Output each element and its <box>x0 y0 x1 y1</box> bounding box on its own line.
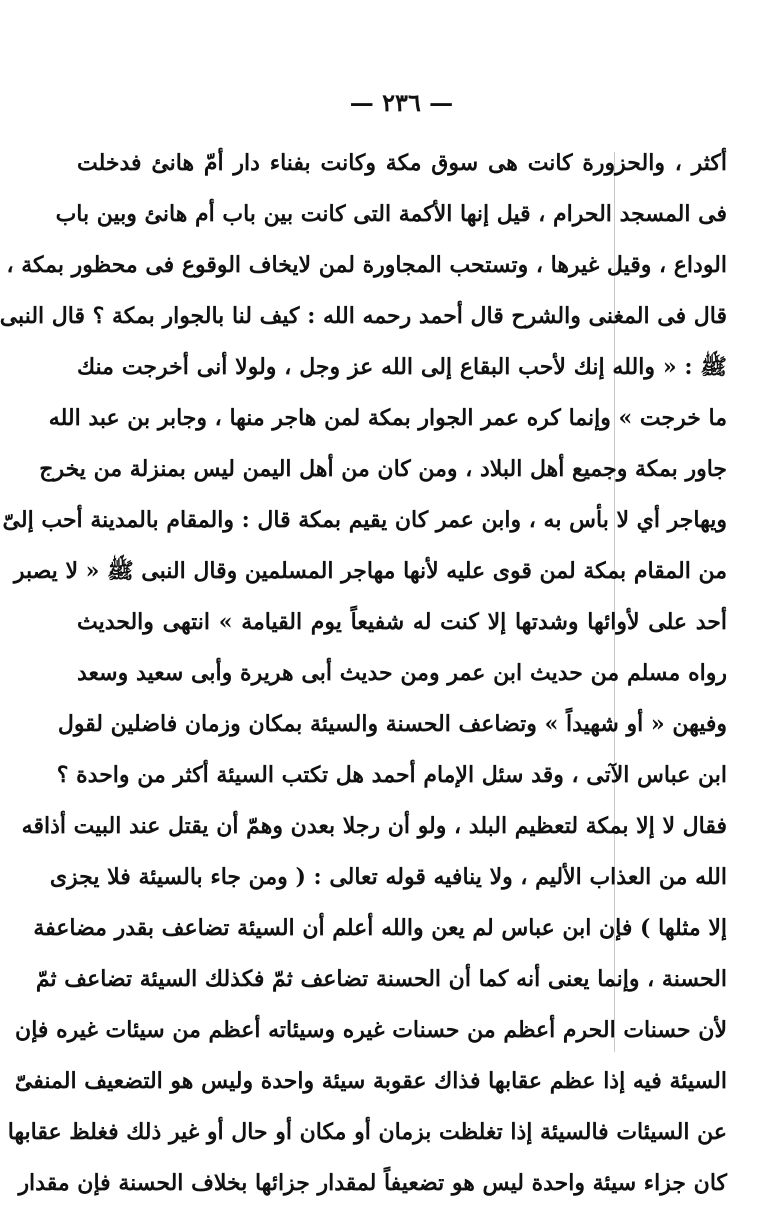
text-line: فقال لا إلا بمكة لتعظيم البلد ، ولو أن رجلا بعدن وهمّ أن يقتل عند البيت أذاقه <box>21 813 727 839</box>
text-line: رواه مسلم من حديث ابن عمر ومن حديث أبى هريرة وأبى سعيد وسعد <box>77 660 727 686</box>
text-line: أكثر ، والحزورة كانت هى سوق مكة وكانت بفناء دار أمّ هانئ فدخلت <box>77 150 727 176</box>
text-line: ما خرجت » وإنما كره عمر الجوار بمكة لمن هاجر منها ، وجابر بن عبد الله <box>48 405 727 431</box>
text-line: السيئة فيه إذا عظم عقابها فذاك عقوبة سيئة واحدة وليس هو التضعيف المنفىّ <box>14 1068 727 1094</box>
body-text <box>0 138 727 1209</box>
text-line: ﷺ : « والله إنك لأحب البقاع إلى الله عز وجل ، ولولا أنى أخرجت منك <box>77 354 727 380</box>
text-line: من المقام بمكة لمن قوى عليه لأنها مهاجر المسلمين وقال النبى ﷺ « لا يصبر <box>13 558 727 584</box>
text-line: ابن عباس الآتى ، وقد سئل الإمام أحمد هل تكتب السيئة أكثر من واحدة ؟ <box>56 762 727 788</box>
text-line: قال فى المغنى والشرح قال أحمد رحمه الله : كيف لنا بالجوار بمكة ؟ قال النبى <box>0 303 727 329</box>
text-line: كان جزاء سيئة واحدة ليس هو تضعيفاً لمقدار جزائها بخلاف الحسنة فإن مقدار <box>18 1170 727 1196</box>
text-line: إلا مثلها ) فإن ابن عباس لم يعن والله أعلم أن السيئة تضاعف بقدر مضاعفة <box>33 915 727 941</box>
text-line: ويهاجر أي لا بأس به ، وابن عمر كان يقيم بمكة قال : والمقام بالمدينة أحب إلىّ <box>2 507 727 533</box>
text-line: وفيهن « أو شهيداً » وتضاعف الحسنة والسيئة بمكان وزمان فاضلين لقول <box>57 711 727 737</box>
text-line: أحد على لأوائها وشدتها إلا كنت له شفيعاً يوم القيامة » انتهى والحديث <box>77 609 727 635</box>
page-number: — ٢٣٦ — <box>349 88 454 117</box>
text-line: لأن حسنات الحرم أعظم من حسنات غيره وسيئاته أعظم من سيئات غيره فإن <box>15 1017 727 1043</box>
text-line: عن السيئات فالسيئة إذا تغلظت بزمان أو مكان أو حال أو غير ذلك فغلظ عقابها <box>7 1119 727 1145</box>
text-line: الوداع ، وقيل غيرها ، وتستحب المجاورة لمن لايخاف الوقوع فى محظور بمكة ، <box>6 252 727 278</box>
text-line: فى المسجد الحرام ، قيل إنها الأكمة التى كانت بين باب أم هانئ وبين باب <box>55 201 727 227</box>
text-line: جاور بمكة وجميع أهل البلاد ، ومن كان من أهل اليمن ليس بمنزلة من يخرج <box>39 456 727 482</box>
text-line: الحسنة ، وإنما يعنى أنه كما أن الحسنة تضاعف ثمّ فكذلك السيئة تضاعف ثمّ <box>35 966 727 992</box>
text-line: الله من العذاب الأليم ، ولا ينافيه قوله تعالى : ( ومن جاء بالسيئة فلا يجزى <box>49 864 727 890</box>
